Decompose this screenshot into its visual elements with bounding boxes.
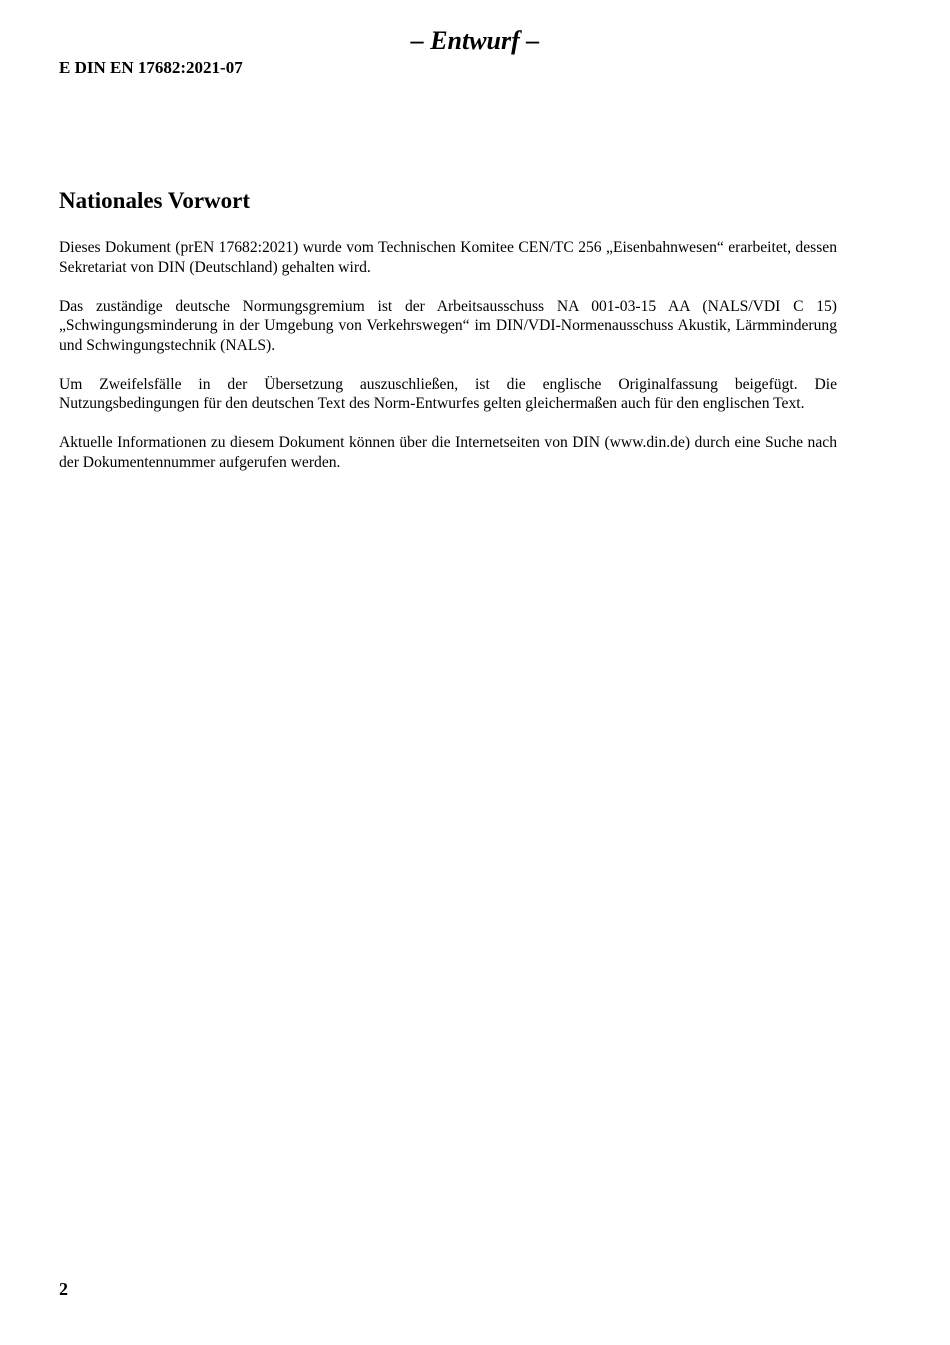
- paragraph-translation-note: Um Zweifelsfälle in der Übersetzung auszuschließen, ist die englische Originalfassung beigefügt. Die Nutzungsbedingungen für den deutschen Text des Norm-Entwurfes gelten gleichermaßen auch für den englischen Text.: [59, 375, 837, 412]
- section-body: [59, 238, 837, 492]
- paragraph-current-information: Aktuelle Informationen zu diesem Dokument können über die Internetseiten von DIN (www.din.de) durch eine Suche nach der Dokumentennummer aufgerufen werden.: [59, 434, 837, 471]
- section-title: Nationales Vorwort: [59, 188, 251, 213]
- paragraph-document-origin: Dieses Dokument (prEN 17682:2021) wurde vom Technischen Komitee CEN/TC 256 „Eisenbahnwesen“ erarbeitet, dessen Sekretariat von DIN (Deutschland) gehalten wird.: [59, 239, 837, 276]
- draft-watermark-header: – Entwurf –: [410, 26, 540, 55]
- document-identifier: E DIN EN 17682:2021-07: [59, 58, 243, 77]
- page-number: 2: [59, 1279, 68, 1299]
- paragraph-responsible-committee: Das zuständige deutsche Normungsgremium ist der Arbeitsausschuss NA 001-03-15 AA (NALS/VDI C 15) „Schwingungsminderung in der Umgebung von Verkehrswegen“ im DIN/VDI-Normenausschuss Akustik, Lärmminderung und Schwingungstechnik (NALS).: [59, 297, 837, 354]
